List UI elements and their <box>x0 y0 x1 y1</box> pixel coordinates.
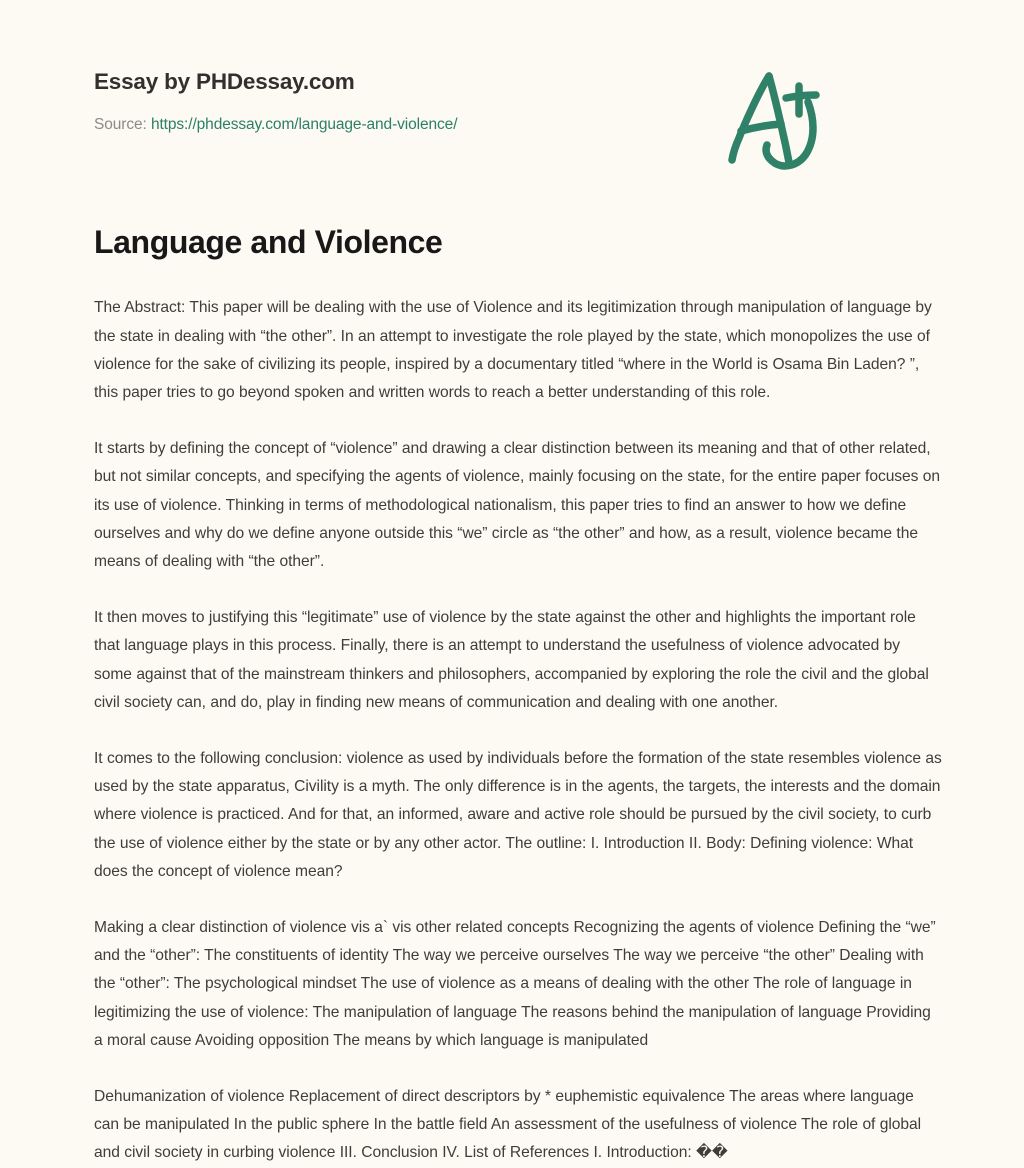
page-header <box>94 0 930 133</box>
paragraph: Dehumanization of violence Replacement of direct descriptors by * euphemistic equivalence The areas where language can be manipulated In the public sphere In the battle field An assessment of the usefulness of violence The role of global and civil society in curbing violence III. Conclusion IV. List of References I. Introduction: �� <box>94 1088 922 1162</box>
paragraph: It starts by defining the concept of “violence” and drawing a clear distinction between its meaning and that of other related, but not similar concepts, and specifying the agents of violence, mainly focusing on the state, for the entire paper focuses on its use of violence. Thinking in terms of methodological nationalism, this paper tries to find an answer to how we define ourselves and why do we define anyone outside this “we” circle as “the other” and how, as a result, violence became the means of dealing with “the other”. <box>94 440 941 571</box>
a-plus-logo-icon <box>720 62 830 174</box>
source-label: Source: <box>94 115 151 133</box>
paragraph: It comes to the following conclusion: violence as used by individuals before the formation of the state resembles violence as used by the state apparatus, Civility is a myth. The only difference is in the agents, the targets, the interests and the domain where violence is practiced. And for that, an informed, aware and active role should be pursued by the civil society, to curb the use of violence either by the state or by any other actor. The outline: I. Introduction II. Body: Defining violence: What does the concept of violence mean? <box>94 750 942 880</box>
phdessay-a-plus-logo <box>720 62 830 174</box>
brand-title: Essay by PHDessay.com <box>94 69 355 94</box>
article-body <box>94 261 942 1167</box>
paragraph: It then moves to justifying this “legitimate” use of violence by the state against the other and highlights the important role that language plays in this process. Finally, there is an attempt to understand the usefulness of violence advocated by some against that of the mainstream thinkers and philosophers, accompanied by exploring the role the civil and the global civil society can, and do, play in finding new means of communication and dealing with one another. <box>94 609 929 711</box>
page-title: Language and Violence <box>94 224 443 260</box>
source-link[interactable]: https://phdessay.com/language-and-violence/ <box>150 115 458 133</box>
paragraph: Making a clear distinction of violence vis a` vis other related concepts Recognizing the agents of violence Defining the “we” and the “other”: The constituents of identity The way we perceive ourselves The way we perceive “the other” Dealing with the “other”: The psychological mindset The use of violence as a means of dealing with the other The role of language in legitimizing the use of violence: The manipulation of language The reasons behind the manipulation of language Providing a moral cause Avoiding opposition The means by which language is manipulated <box>94 919 936 1049</box>
paragraph: The Abstract: This paper will be dealing with the use of Violence and its legitimization through manipulation of language by the state in dealing with “the other”. In an attempt to investigate the role played by the state, which monopolizes the use of violence for the sake of civilizing its people, inspired by a documentary titled “where in the World is Osama Bin Laden? ”, this paper tries to go beyond spoken and written words to reach a better understanding of this role. <box>94 299 932 401</box>
